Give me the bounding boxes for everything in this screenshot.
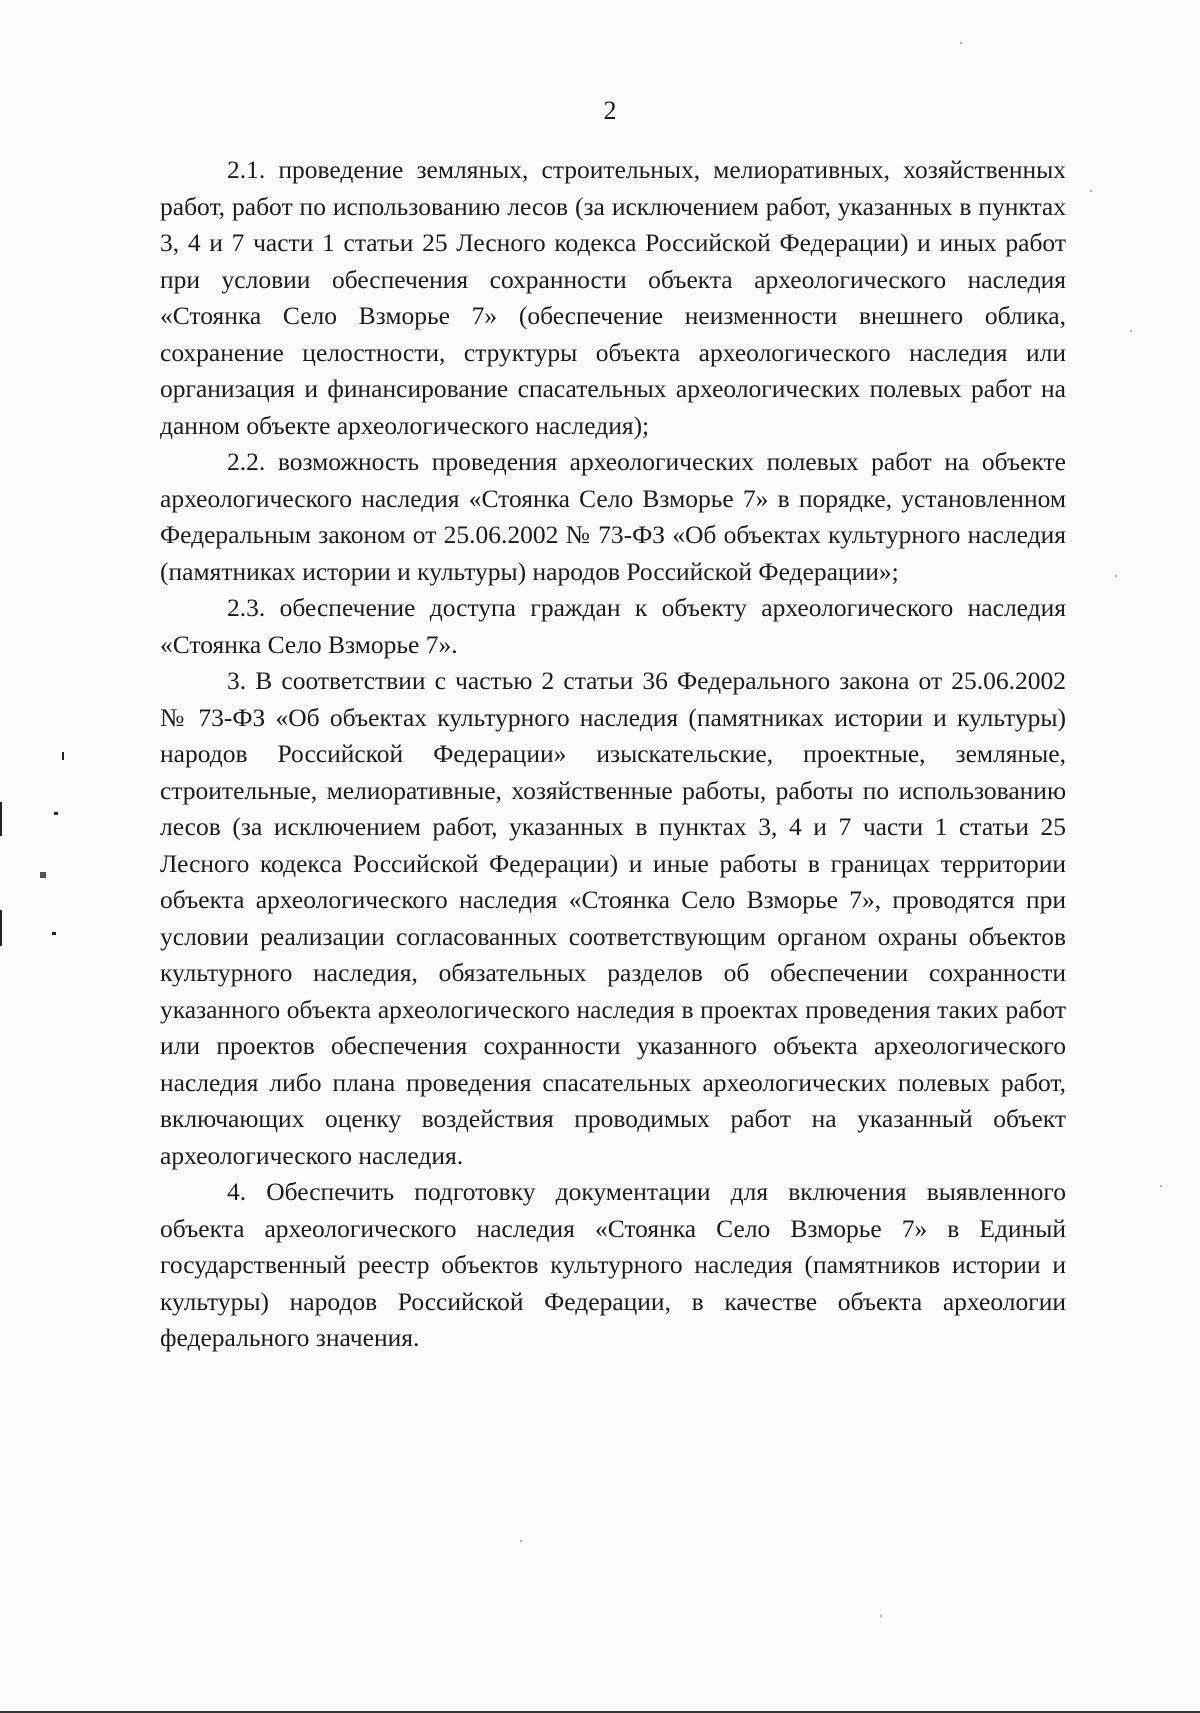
- scan-speck: [520, 1540, 522, 1542]
- paragraph-2-3: 2.3. обеспечение доступа граждан к объекту археологического наследия «Стоянка Село Взморье 7».: [160, 593, 1066, 659]
- scan-speck: [1090, 190, 1092, 192]
- scan-speck: [1130, 330, 1132, 332]
- scan-artifact: [0, 910, 2, 946]
- scan-artifact: [0, 802, 2, 836]
- scan-artifact: [40, 872, 46, 878]
- paragraph-2-1: 2.1. проведение земляных, строительных, мелиоративных, хозяйственных работ, работ по использованию лесов (за исключением работ, указанных в пунктах 3, 4 и 7 части 1 статьи 25 Лесного кодекса Российской Федерации) и иных работ при условии обеспечения сохранности объекта археологического наследия «Стоянка Село Взморье 7» (обеспечение неизменности внешнего облика, сохранение целостности, структуры объекта археологического наследия или организация и финансирование спасательных археологических полевых работ на данном объекте археологического наследия);: [160, 155, 1066, 440]
- paragraph-4: 4. Обеспечить подготовку документации для включения выявленного объекта археологического наследия «Стоянка Село Взморье 7» в Единый государственный реестр объектов культурного наследия (памятников истории и культуры) народов Российской Федерации, в качестве объекта археологии федерального значения.: [160, 1177, 1066, 1352]
- paragraph-2-2: 2.2. возможность проведения археологических полевых работ на объекте археологического наследия «Стоянка Село Взморье 7» в порядке, установленном Федеральным законом от 25.06.2002 № 73-ФЗ «Об объектах культурного наследия (памятниках истории и культуры) народов Российской Федерации»;: [160, 447, 1066, 586]
- scan-speck: [880, 1615, 882, 1617]
- scan-artifact: [62, 752, 64, 760]
- scan-artifact: [54, 812, 58, 815]
- page-number: 2: [603, 96, 617, 125]
- document-body: [160, 152, 1066, 1357]
- paragraph-3: 3. В соответствии с частью 2 статьи 36 Федерального закона от 25.06.2002 № 73-ФЗ «Об объектах культурного наследия (памятниках истории и культуры) народов Российской Федерации» изыскательские, проектные, земляные, строительные, мелиоративные, хозяйственные работы, работы по использованию лесов (за исключением работ, указанных в пунктах 3, 4 и 7 части 1 статьи 25 Лесного кодекса Российской Федерации) и иные работы в границах территории объекта археологического наследия «Стоянка Село Взморье 7», проводятся при условии реализации согласованных соответствующим органом охраны объектов культурного наследия, обязательных разделов об обеспечении сохранности указанного объекта археологического наследия в проектах проведения таких работ или проектов обеспечения сохранности указанного объекта археологического наследия либо плана проведения спасательных археологических полевых работ, включающих оценку воздействия проводимых работ на указанный объект археологического наследия.: [160, 666, 1066, 1170]
- scan-artifact: [52, 932, 56, 935]
- scan-speck: [960, 42, 962, 44]
- scan-speck: [1160, 1185, 1162, 1187]
- scan-speck: [1115, 575, 1117, 577]
